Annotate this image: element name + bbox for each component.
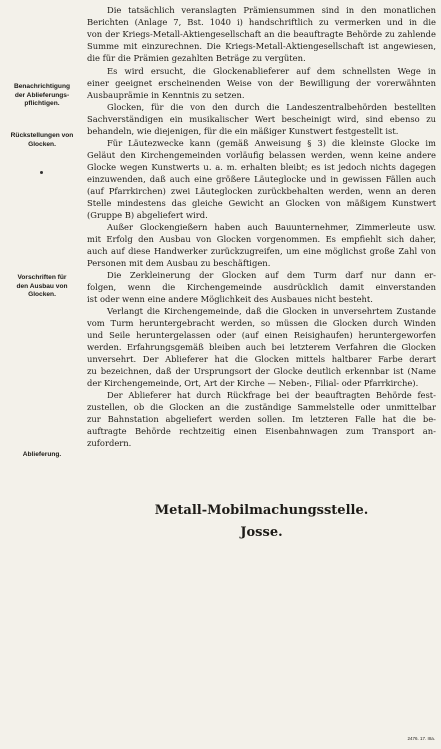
margin-note-line: Ablieferung. (22, 451, 62, 458)
body-line: Verlangt die Kirchengemeinde, daß die Glocken in unversehrtem Zustande (107, 306, 436, 316)
body-line: zur Bahnstation abgeliefert werden sollen. Im letzteren Falle hat die be- (87, 414, 436, 424)
body-line: einer geeignet erscheinenden Weise von der Bewilligung der vorerwähnten (87, 78, 436, 88)
body-line: (auf Pfarrkirchen) zwei Läuteglocken zurückbehalten werden, wenn an deren (87, 186, 436, 196)
body-line: Stelle mindestens das gleiche Gewicht an Glocken von mäßigem Kunstwert (87, 198, 436, 208)
body-line: einzuwenden, daß auch eine größere Läuteglocke und in gewissen Fällen auch (87, 174, 436, 184)
body-line: von der Kriegs-Metall-Aktiengesellschaft an die beauftragte Behörde zu zahlende (87, 29, 436, 39)
margin-note (3, 132, 81, 149)
margin-note-line: pflichtigen. (24, 100, 60, 108)
body-line: die für die Prämien gezahlten Beträge zu vergüten. (87, 53, 306, 63)
body-line: Personen mit dem Ausbau zu beschäftigen. (87, 258, 271, 268)
margin-mark (40, 171, 43, 174)
body-line: mit Erfolg den Ausbau von Glocken vorgenommen. Es empfiehlt sich daher, (87, 234, 436, 244)
body-line: vom Turm heruntergebracht werden, so müssen die Glocken durch Winden (87, 318, 436, 328)
body-line: zufordern. (87, 438, 132, 448)
margin-note-line: der Ablieferungs- (14, 91, 70, 99)
body-line: Die tatsächlich veranslagten Prämiensummen sind in den monatlichen (107, 5, 436, 15)
body-line: auftragte Behörde rechtzeitig einen Eisenbahnwagen zum Transport an- (87, 426, 436, 436)
body-line: werden. Erfahrungsgemäß bleiben auch bei letzterem Verfahren die Glocken (87, 342, 436, 352)
signature-office: Metall-Mobilmachungsstelle. (154, 503, 369, 518)
margin-note-line: Glocken. (28, 140, 56, 148)
body-line: zustellen, ob die Glocken an die zuständige Sammelstelle oder unmittelbar (87, 402, 436, 412)
body-line: folgen, wenn die Kirchengemeinde ausdrücklich damit einverstanden (87, 282, 436, 292)
body-line: Außer Glockengießern haben auch Bauunternehmer, Zimmerleute usw. (107, 222, 436, 232)
margin-note (3, 83, 81, 109)
body-line: Summe mit einzurechnen. Die Kriegs-Metall-Aktiengesellschaft ist angewiesen, (87, 41, 436, 51)
body-line: Glocke wegen Kunstwerts u. a. m. erhalten bleibt; es ist jedoch nichts dagegen (87, 162, 436, 172)
body-line: unversehrt. Der Ablieferer hat die Glocken mittels haltbarer Farbe derart (87, 354, 436, 364)
body-line: ist oder wenn eine andere Möglichkeit des Ausbaues nicht besteht. (87, 294, 373, 304)
margin-note-line: Glocken. (28, 291, 56, 299)
body-line: (Gruppe B) abgeliefert wird. (87, 210, 208, 220)
signature-name: Josse. (240, 525, 283, 540)
margin-note (3, 274, 81, 300)
body-line: Geläut den Kirchengemeinden vorläufig belassen werden, wenn keine andere (87, 150, 436, 160)
margin-note-line: Vorschriften für (17, 274, 67, 281)
body-line: Für Läutezwecke kann (gemäß Anweisung § 3) die kleinste Glocke im (107, 138, 436, 148)
body-line: behandeln, wie diejenigen, für die ein mäßiger Kunstwert festgestellt ist. (87, 126, 399, 136)
body-line: zu bezeichnen, daß der Ursprungsort der Glocke deutlich erkennbar ist (Name (87, 366, 436, 376)
margin-note-line: Benachrichtigung (13, 83, 71, 90)
margin-note-line: den Ausbau von (16, 282, 68, 290)
margin-note (3, 451, 81, 460)
body-line: Die Zerkleinerung der Glocken auf dem Turm darf nur dann er- (107, 270, 436, 280)
body-line: Berichten (Anlage 7, Bst. 1040 i) handschriftlich zu vermerken und in die (87, 17, 436, 27)
margin-note-line: Rückstellungen von (10, 132, 74, 139)
body-line: der Kirchengemeinde, Ort, Art der Kirche — Neben-, Filial- oder Pfarrkirche). (87, 378, 419, 388)
body-line: auch auf diese Handwerker zurückzugreifen, um eine möglichst große Zahl von (87, 246, 436, 256)
body-line: Der Ablieferer hat durch Rückfrage bei der beauftragten Behörde fest- (107, 390, 436, 400)
footer-code: 2476. 17. IIIa. (407, 736, 435, 741)
body-line: Ausbauprämie in Kenntnis zu setzen. (87, 90, 245, 100)
body-line: Glocken, für die von den durch die Landeszentralbehörden bestellten (107, 102, 436, 112)
body-line: und Seile heruntergelassen oder (auf einen Reisighaufen) heruntergeworfen (87, 330, 436, 340)
body-line: Sachverständigen ein musikalischer Wert bescheinigt wird, sind ebenso zu (87, 114, 436, 124)
body-line: Es wird ersucht, die Glockenablieferer auf dem schnellsten Wege in (107, 66, 436, 76)
